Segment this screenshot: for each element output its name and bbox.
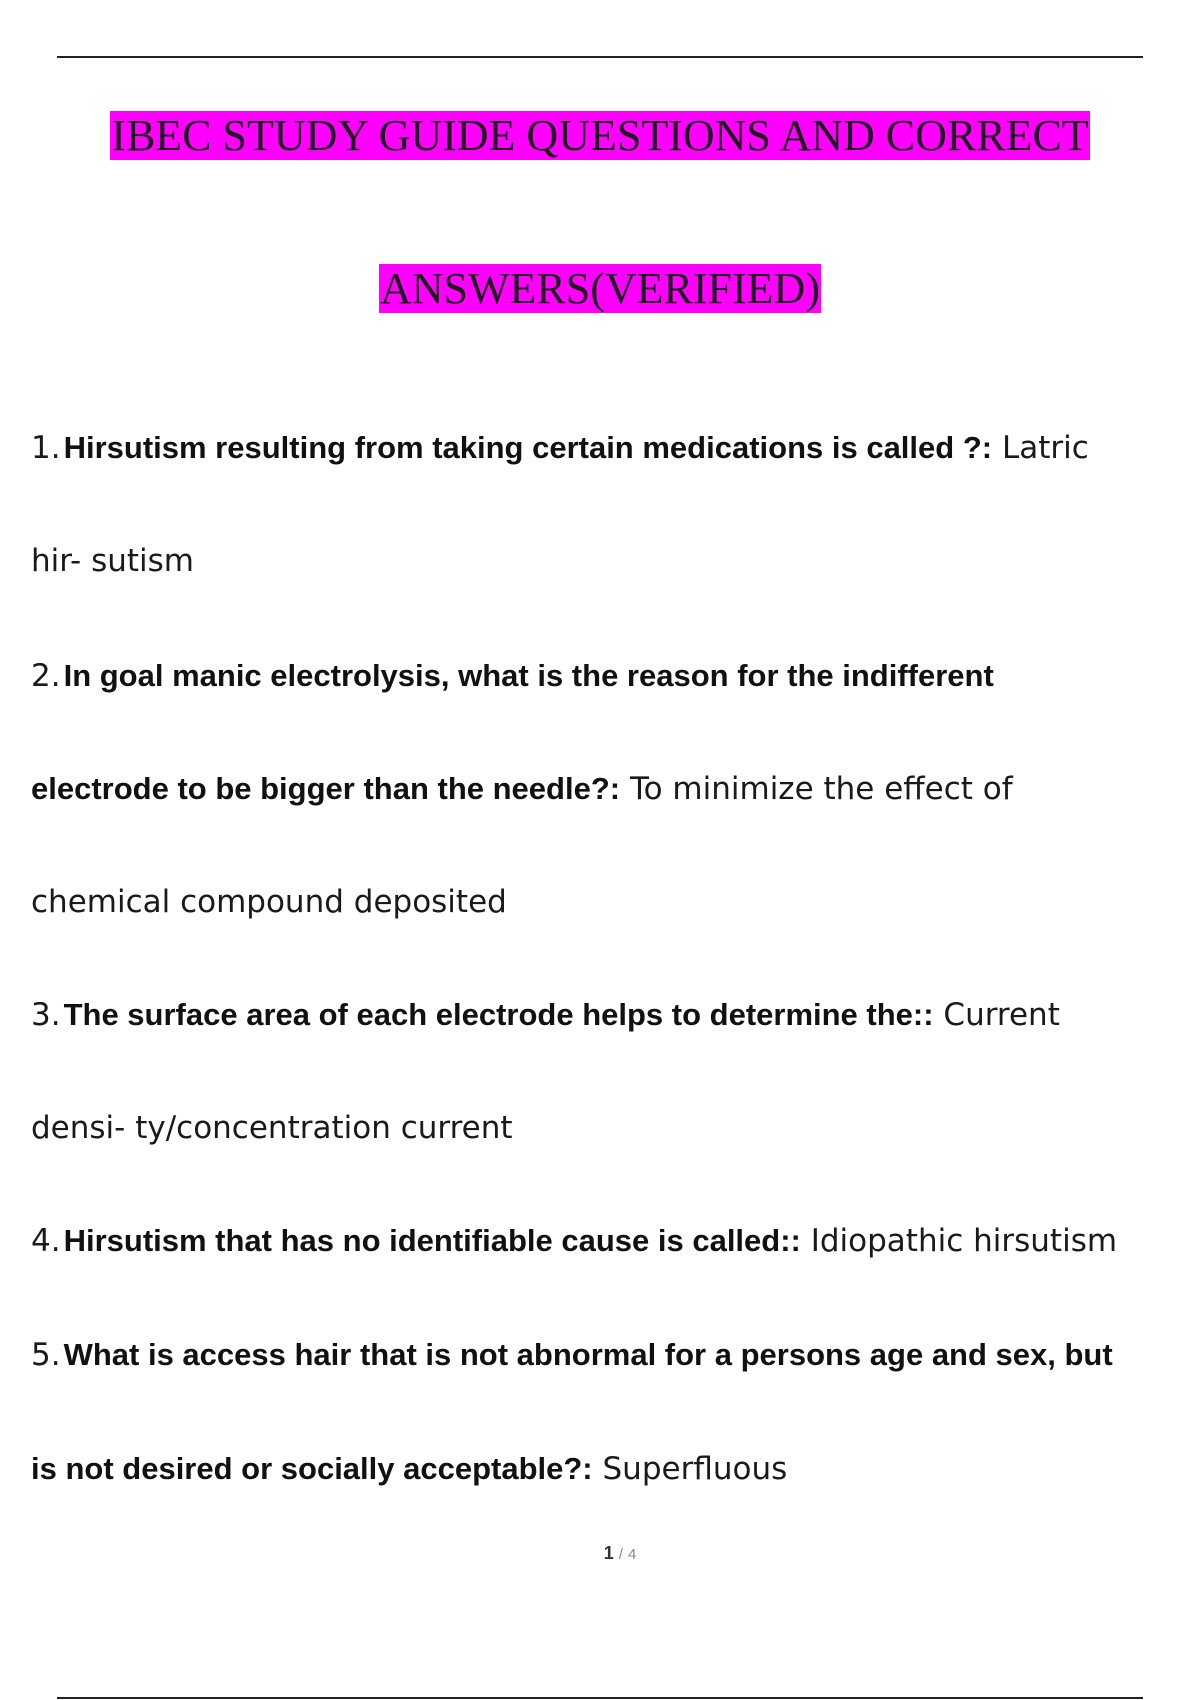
title-highlight-2: ANSWERS(VERIFIED) xyxy=(380,264,820,313)
bottom-rule xyxy=(57,1697,1143,1699)
item-2-line-3 xyxy=(31,882,1181,922)
item-4-question: Hirsutism that has no identifiable cause is called:: xyxy=(63,1223,801,1258)
item-5-number: 5. xyxy=(31,1337,61,1373)
page-total: 4 xyxy=(627,1546,637,1563)
item-2-line-2 xyxy=(31,769,1181,809)
item-3-answer-part-2: densi- ty/concentration current xyxy=(31,1110,513,1146)
top-rule xyxy=(57,56,1143,58)
item-3-line-1 xyxy=(31,995,1181,1035)
item-4-answer: Idiopathic hirsutism xyxy=(810,1223,1118,1259)
item-5-question-part-2: is not desired or socially acceptable?: xyxy=(31,1451,593,1486)
item-3-question: The surface area of each electrode helps to determine the:: xyxy=(63,997,934,1032)
title-highlight-1: IBEC STUDY GUIDE QUESTIONS AND CORRECT xyxy=(111,111,1089,160)
item-4-number: 4. xyxy=(31,1223,61,1259)
item-1-line-1 xyxy=(31,428,1181,468)
item-3-number: 3. xyxy=(31,997,61,1033)
item-5-line-2 xyxy=(31,1449,1181,1489)
item-2-line-1 xyxy=(31,656,1181,696)
document-title-line-2 xyxy=(0,263,1200,315)
document-title-line-1 xyxy=(0,110,1200,162)
page-separator: / xyxy=(618,1546,623,1563)
item-3-answer-part-1: Current xyxy=(943,997,1060,1033)
item-2-number: 2. xyxy=(31,658,61,694)
item-2-answer-part-1: To minimize the effect of xyxy=(629,771,1013,807)
item-1-number: 1. xyxy=(31,430,61,466)
item-5-question-part-1: What is access hair that is not abnormal for a persons age and sex, but xyxy=(63,1337,1113,1372)
item-1-answer-part-1: Latric xyxy=(1001,430,1089,466)
item-3-line-2 xyxy=(31,1108,1181,1148)
item-2-answer-part-2: chemical compound deposited xyxy=(31,884,507,920)
item-5-line-1 xyxy=(31,1335,1181,1375)
item-1-answer-part-2: hir- sutism xyxy=(31,543,194,579)
item-2-question-part-2: electrode to be bigger than the needle?: xyxy=(31,771,621,806)
item-1-question: Hirsutism resulting from taking certain medications is called ?: xyxy=(63,430,993,465)
item-5-answer: Superfluous xyxy=(602,1451,788,1487)
page-current: 1 xyxy=(603,1543,614,1563)
page-indicator xyxy=(0,1543,1200,1564)
item-1-line-2 xyxy=(31,541,1181,581)
item-2-question-part-1: In goal manic electrolysis, what is the reason for the indifferent xyxy=(63,658,994,693)
item-4-line-1 xyxy=(31,1221,1181,1261)
